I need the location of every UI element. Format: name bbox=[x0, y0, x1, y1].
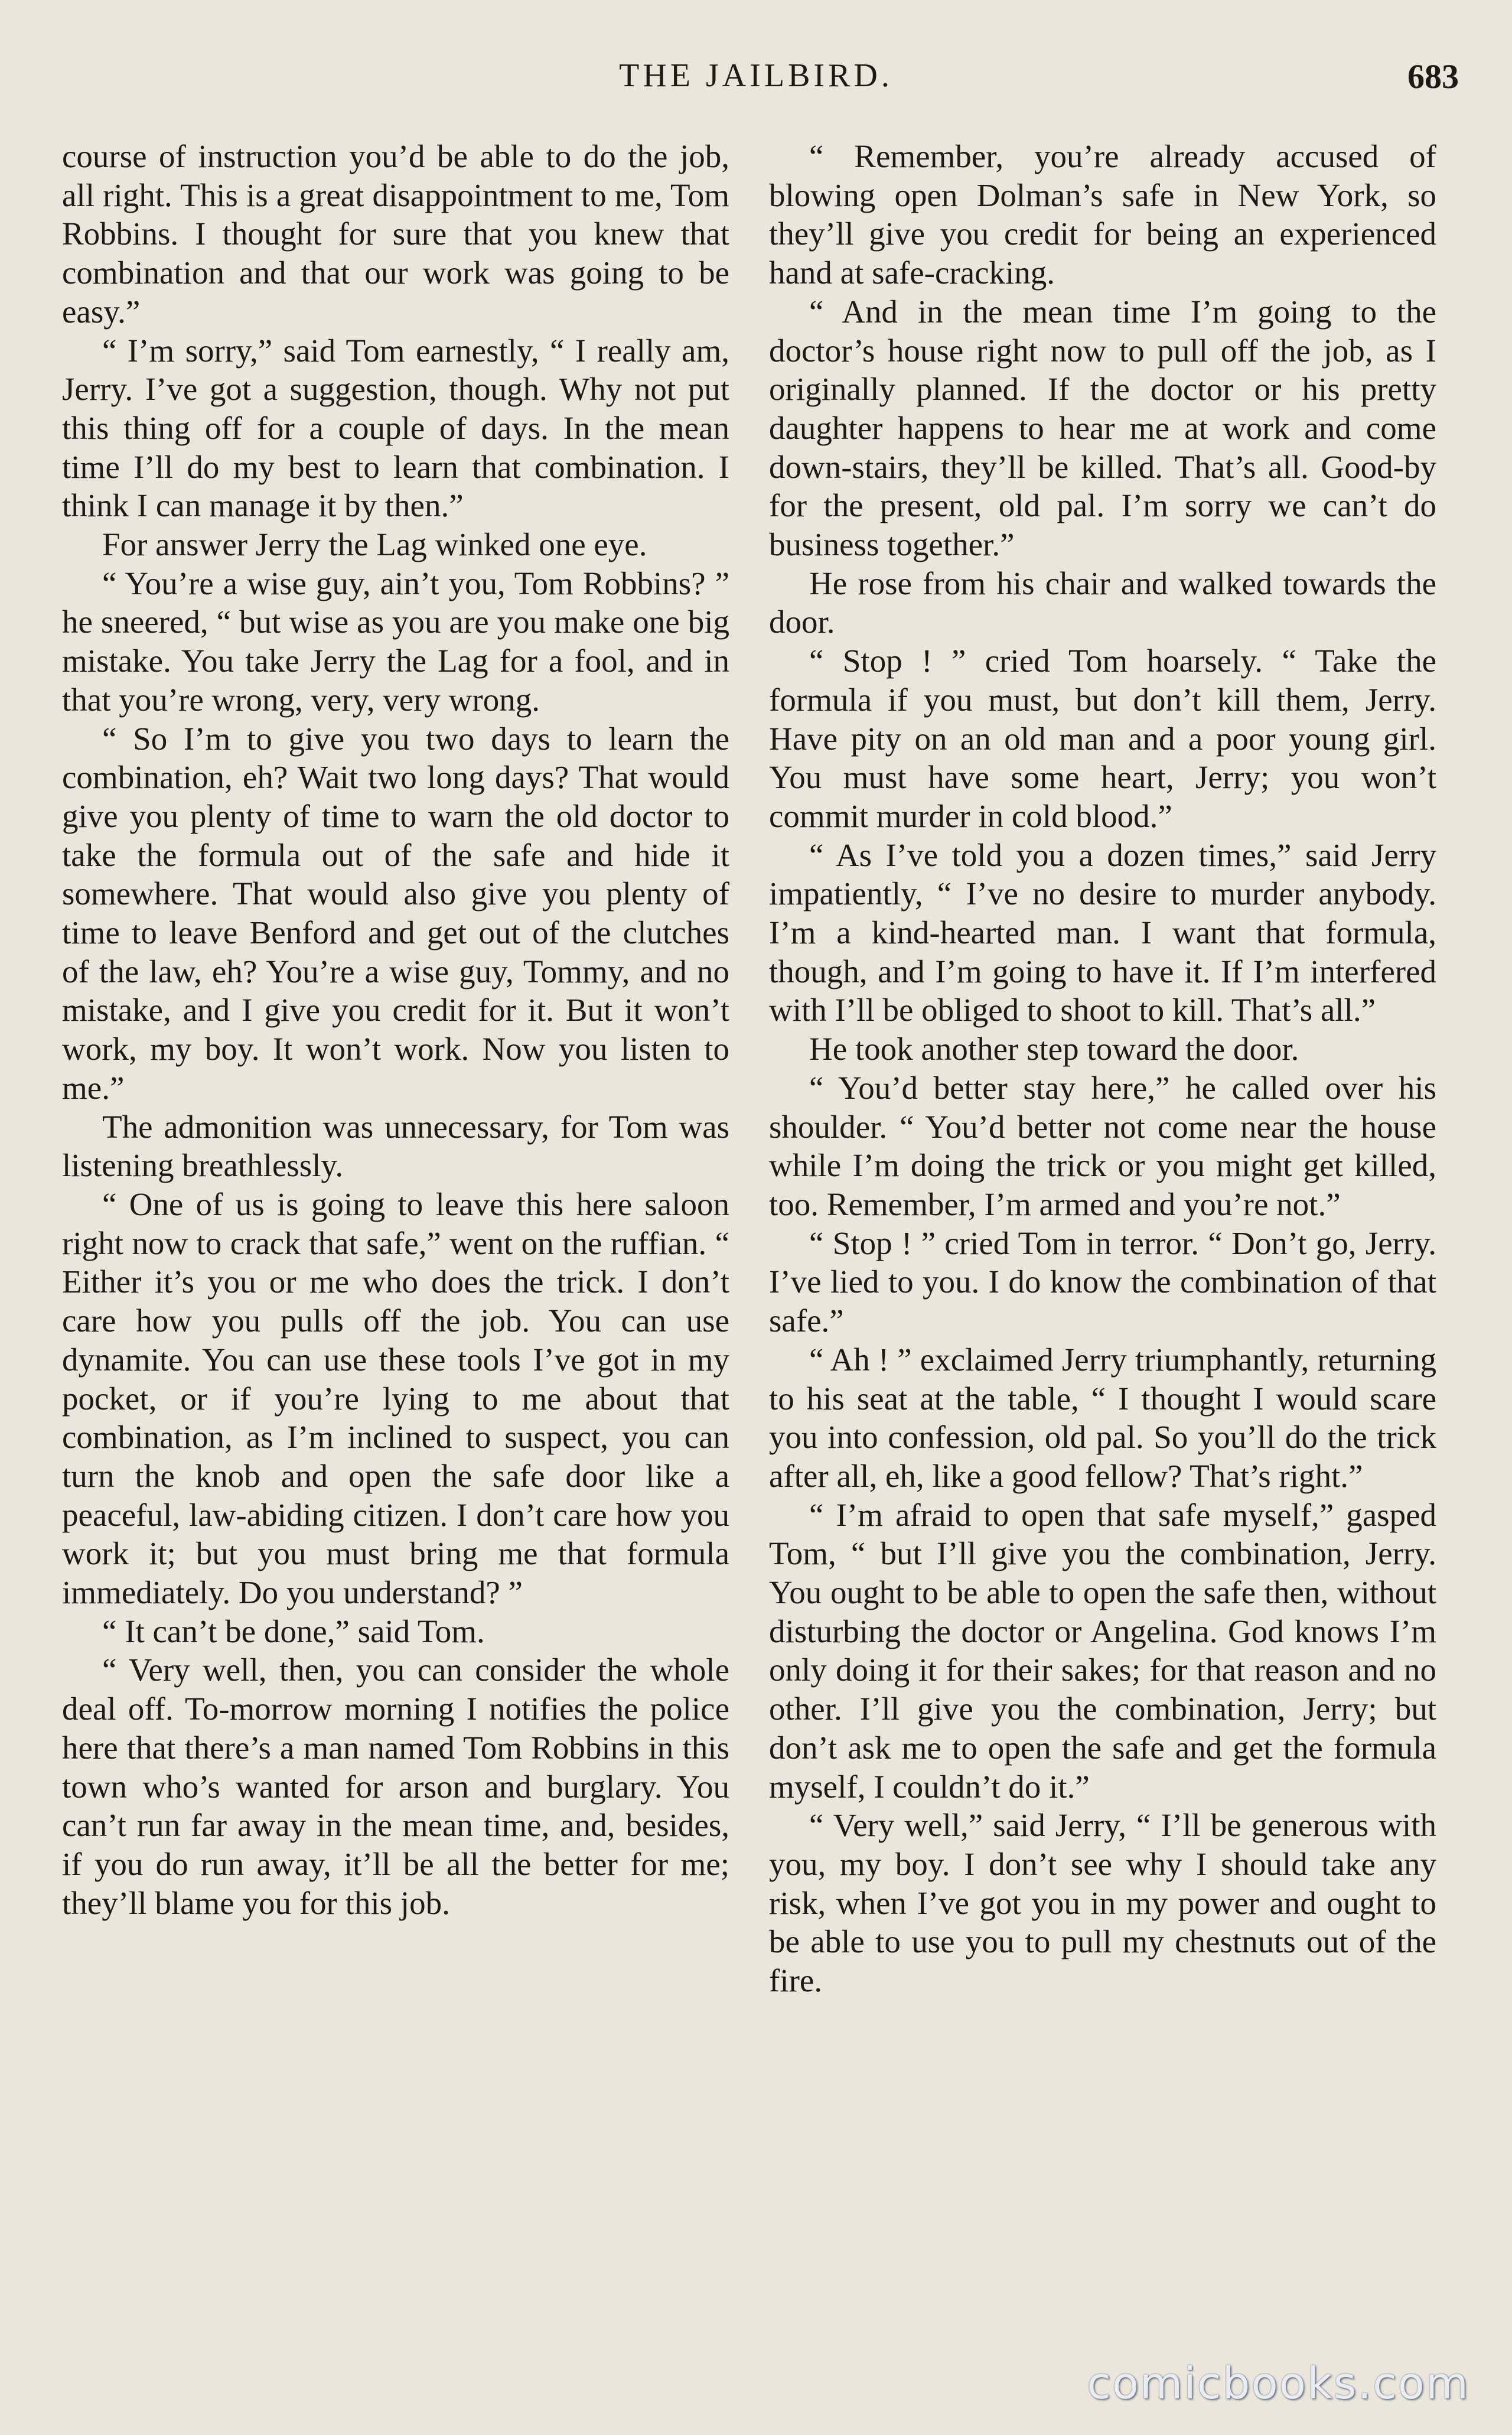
page-number: 683 bbox=[1407, 57, 1459, 96]
paragraph: “ Ah ! ” exclaimed Jerry triumphantly, returning to his seat at the table, “ I thought I would scare you into confession, old pal. So you’ll do the trick after all, eh, like a good fellow? That’s right.” bbox=[769, 1341, 1436, 1494]
paragraph: “ And in the mean time I’m going to the doctor’s house right now to pull off the job, as I originally planned. If the doctor or his pretty daughter happens to hear me at work and come down-stairs, they’ll be killed. That’s all. Good-by for the present, old pal. I’m sorry we can’t do business together.” bbox=[769, 293, 1436, 563]
paragraph: “ You’re a wise guy, ain’t you, Tom Robbins? ” he sneered, “ but wise as you are you make one big mistake. You take Jerry the Lag for a fool, and in that you’re wrong, very, very wrong. bbox=[62, 565, 729, 718]
paragraph: “ Remember, you’re already accused of blowing open Dolman’s safe in New York, so they’ll give you credit for being an experienced hand at safe-cracking. bbox=[769, 138, 1436, 291]
paragraph: For answer Jerry the Lag winked one eye. bbox=[102, 526, 647, 563]
paragraph: “ Very well,” said Jerry, “ I’ll be generous with you, my boy. I don’t see why I should take any risk, when I’ve got you in my power and ought to be able to use you to pull my chestnuts out of the fire. bbox=[769, 1807, 1436, 1999]
page-header bbox=[59, 53, 1459, 106]
running-title: THE JAILBIRD. bbox=[619, 57, 893, 94]
paragraph: “ Stop ! ” cried Tom hoarsely. “ Take the formula if you must, but don’t kill them, Jerry. Have pity on an old man and a poor young girl. You must have some heart, Jerry; you won’t commit murder in cold blood.” bbox=[769, 643, 1436, 834]
paragraph: “ As I’ve told you a dozen times,” said Jerry impatiently, “ I’ve no desire to murder anybody. I’m a kind-hearted man. I want that formula, though, and I’m going to have it. If I’m interfered with I’ll be obliged to shoot to kill. That’s all.” bbox=[769, 836, 1436, 1028]
paragraph: “ Stop ! ” cried Tom in terror. “ Don’t go, Jerry. I’ve lied to you. I do know the combination of that safe.” bbox=[769, 1225, 1436, 1339]
paragraph: He rose from his chair and walked towards the door. bbox=[769, 565, 1436, 640]
paragraph: The admonition was unnecessary, for Tom was listening breathlessly. bbox=[62, 1108, 729, 1184]
paragraph: He took another step toward the door. bbox=[809, 1031, 1299, 1067]
paragraph: “ I’m sorry,” said Tom earnestly, “ I really am, Jerry. I’ve got a suggestion, though. Why not put this thing off for a couple of days. In the mean time I’ll do my best to learn that combination. I think I can manage it by then.” bbox=[62, 332, 729, 524]
paragraph: “ Very well, then, you can consider the whole deal off. To-morrow morning I notifies the police here that there’s a man named Tom Robbins in this town who’s wanted for arson and burglary. You can’t run far away in the mean time, and, besides, if you do run away, it’ll be all the better for me; they’ll blame you for this job. bbox=[62, 1652, 729, 1921]
watermark: comicbooks.com bbox=[1087, 2358, 1469, 2409]
right-column bbox=[769, 137, 1436, 2000]
paragraph: “ So I’m to give you two days to learn the combination, eh? Wait two long days? That would give you plenty of time to warn the old doctor to take the formula out of the safe and hide it somewhere. That would also give you plenty of time to leave Benford and get out of the clutches of the law, eh? You’re a wise guy, Tommy, and no mistake, and I give you credit for it. But it won’t work, my boy. It won’t work. Now you listen to me.” bbox=[62, 720, 729, 1106]
paragraph: course of instruction you’d be able to do the job, all right. This is a great disappointment to me, Tom Robbins. I thought for sure that you knew that combination and that our work was going to be easy.” bbox=[62, 138, 729, 330]
paragraph: “ I’m afraid to open that safe myself,” gasped Tom, “ but I’ll give you the combination, Jerry. You ought to be able to open the safe then, without disturbing the doctor or Angelina. God knows I’m only doing it for their sakes; for that reason and no other. I’ll give you the combination, Jerry; but don’t ask me to open the safe and get the formula myself, I couldn’t do it.” bbox=[769, 1496, 1436, 1805]
paragraph: “ One of us is going to leave this here saloon right now to crack that safe,” went on the ruffian. “ Either it’s you or me who does the trick. I don’t care how you pulls off the job. You can use dynamite. You can use these tools I’ve got in my pocket, or if you’re lying to me about that combination, as I’m inclined to suspect, you can turn the knob and open the safe door like a peaceful, law-abiding citizen. I don’t care how you work it; but you must bring me that formula immediately. Do you understand? ” bbox=[62, 1186, 729, 1611]
paragraph: “ It can’t be done,” said Tom. bbox=[102, 1613, 485, 1649]
left-column bbox=[62, 137, 729, 1922]
paragraph: “ You’d better stay here,” he called over his shoulder. “ You’d better not come near the house while I’m doing the trick or you might get killed, too. Remember, I’m armed and you’re not.” bbox=[769, 1069, 1436, 1222]
